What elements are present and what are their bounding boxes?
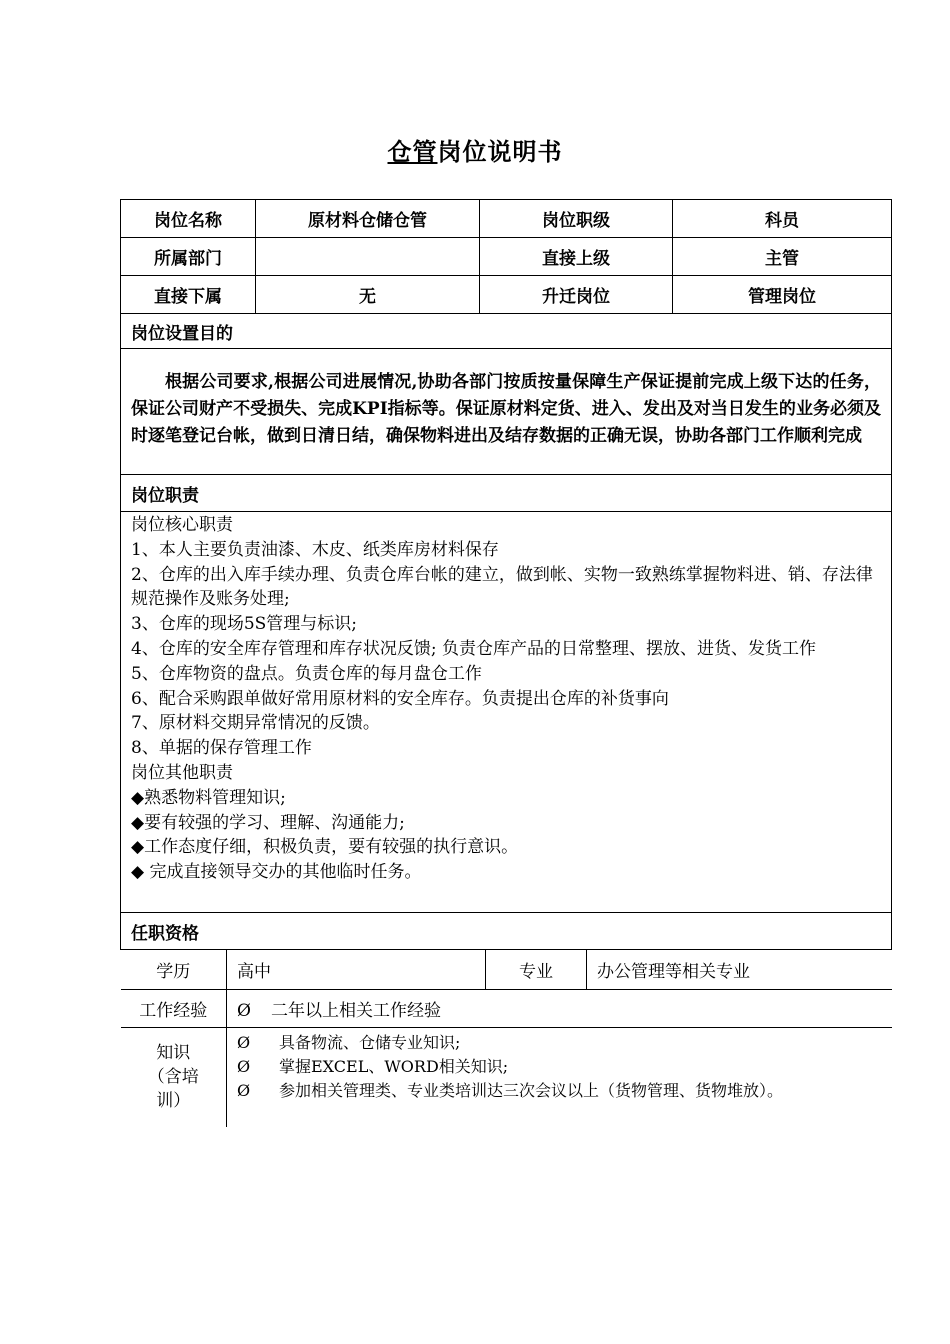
value-department xyxy=(256,238,480,276)
experience-label: 工作经验 xyxy=(121,989,227,1027)
duties-line: 5、仓库物资的盘点。负责仓库的每月盘仓工作 xyxy=(131,663,482,684)
education-value: 高中 xyxy=(227,950,486,989)
experience-value xyxy=(227,989,892,1027)
knowledge-item xyxy=(237,1079,882,1103)
duties-line: ◆要有较强的学习、理解、沟通能力; xyxy=(131,812,405,833)
duties-line: 8、单据的保存管理工作 xyxy=(131,738,312,759)
major-value: 办公管理等相关专业 xyxy=(587,950,892,989)
duties-line: ◆熟悉物料管理知识; xyxy=(131,787,286,808)
value-position-name: 原材料仓储仓管 xyxy=(256,200,480,238)
duties-line: 岗位其他职责 xyxy=(131,762,233,783)
value-subordinates: 无 xyxy=(256,276,480,314)
label-promotion: 升迁岗位 xyxy=(480,276,673,314)
header-row xyxy=(121,276,892,314)
header-row xyxy=(121,238,892,276)
duties-line: 3、仓库的现场5S管理与标识; xyxy=(131,614,358,635)
duties-line: ◆ 完成直接领导交办的其他临时任务。 xyxy=(131,862,422,883)
arrow-bullet-icon: Ø xyxy=(237,1032,251,1052)
purpose-text: 根据公司要求,根据公司进展情况,协助各部门按质按量保障生产保证提前完成上级下达的任务，保证公司财产不受损失、完成KPI指标等。保证原材料定货、进入、发出及对当日发生的业务必须及时逐笔登记台帐，做到日清日结，确保物料进出及结存数据的正确无误，协助各部门工作顺利完成 xyxy=(121,349,892,475)
knowledge-text: 参加相关管理类、专业类培训达三次会议以上（货物管理、货物堆放）。 xyxy=(279,1080,784,1100)
knowledge-label: 知识（含培训） xyxy=(121,1027,227,1127)
label-direct-superior: 直接上级 xyxy=(480,238,673,276)
title-underlined-part: 仓管 xyxy=(387,137,438,166)
label-subordinates: 直接下属 xyxy=(121,276,256,314)
duties-line: 7、原材料交期异常情况的反馈。 xyxy=(131,713,380,734)
knowledge-text: 具备物流、仓储专业知识; xyxy=(279,1032,461,1052)
duties-list xyxy=(121,512,892,913)
value-position-grade: 科员 xyxy=(673,200,892,238)
header-row xyxy=(121,200,892,238)
arrow-bullet-icon: Ø xyxy=(237,1056,251,1076)
arrow-bullet-icon: Ø xyxy=(237,1080,251,1100)
value-direct-superior: 主管 xyxy=(673,238,892,276)
label-department: 所属部门 xyxy=(121,238,256,276)
duties-line: ◆工作态度仔细，积极负责，要有较强的执行意识。 xyxy=(131,837,519,858)
label-position-name: 岗位名称 xyxy=(121,200,256,238)
duties-heading: 岗位职责 xyxy=(121,475,892,512)
duties-line: 2、仓库的出入库手续办理、负责仓库台帐的建立，做到帐、实物一致熟练掌握物料进、销、存法律规范操作及账务处理; xyxy=(131,564,873,610)
experience-text: 二年以上相关工作经验 xyxy=(271,1000,441,1021)
knowledge-text: 掌握EXCEL、WORD相关知识; xyxy=(279,1056,509,1076)
education-label: 学历 xyxy=(121,950,227,989)
title-rest: 岗位说明书 xyxy=(437,137,563,166)
duties-line: 4、仓库的安全库存管理和库存状况反馈; 负责仓库产品的日常整理、摆放、进货、发货工作 xyxy=(131,638,816,659)
qualifications-table xyxy=(121,950,892,1127)
duties-line: 1、本人主要负责油漆、木皮、纸类库房材料保存 xyxy=(131,539,499,560)
page-title xyxy=(0,132,950,167)
knowledge-item xyxy=(237,1055,882,1079)
value-promotion: 管理岗位 xyxy=(673,276,892,314)
purpose-heading: 岗位设置目的 xyxy=(121,314,892,349)
major-label: 专业 xyxy=(486,950,587,989)
label-position-grade: 岗位职级 xyxy=(480,200,673,238)
duties-line: 6、配合采购跟单做好常用原材料的安全库存。负责提出仓库的补货事向 xyxy=(131,688,669,709)
arrow-bullet-icon: Ø xyxy=(237,1000,251,1021)
qualifications-heading: 任职资格 xyxy=(121,913,892,950)
duties-line: 岗位核心职责 xyxy=(131,515,233,535)
job-description-table xyxy=(120,199,892,1127)
knowledge-list xyxy=(227,1027,892,1127)
knowledge-item xyxy=(237,1031,882,1055)
qualifications-section xyxy=(121,950,892,1128)
